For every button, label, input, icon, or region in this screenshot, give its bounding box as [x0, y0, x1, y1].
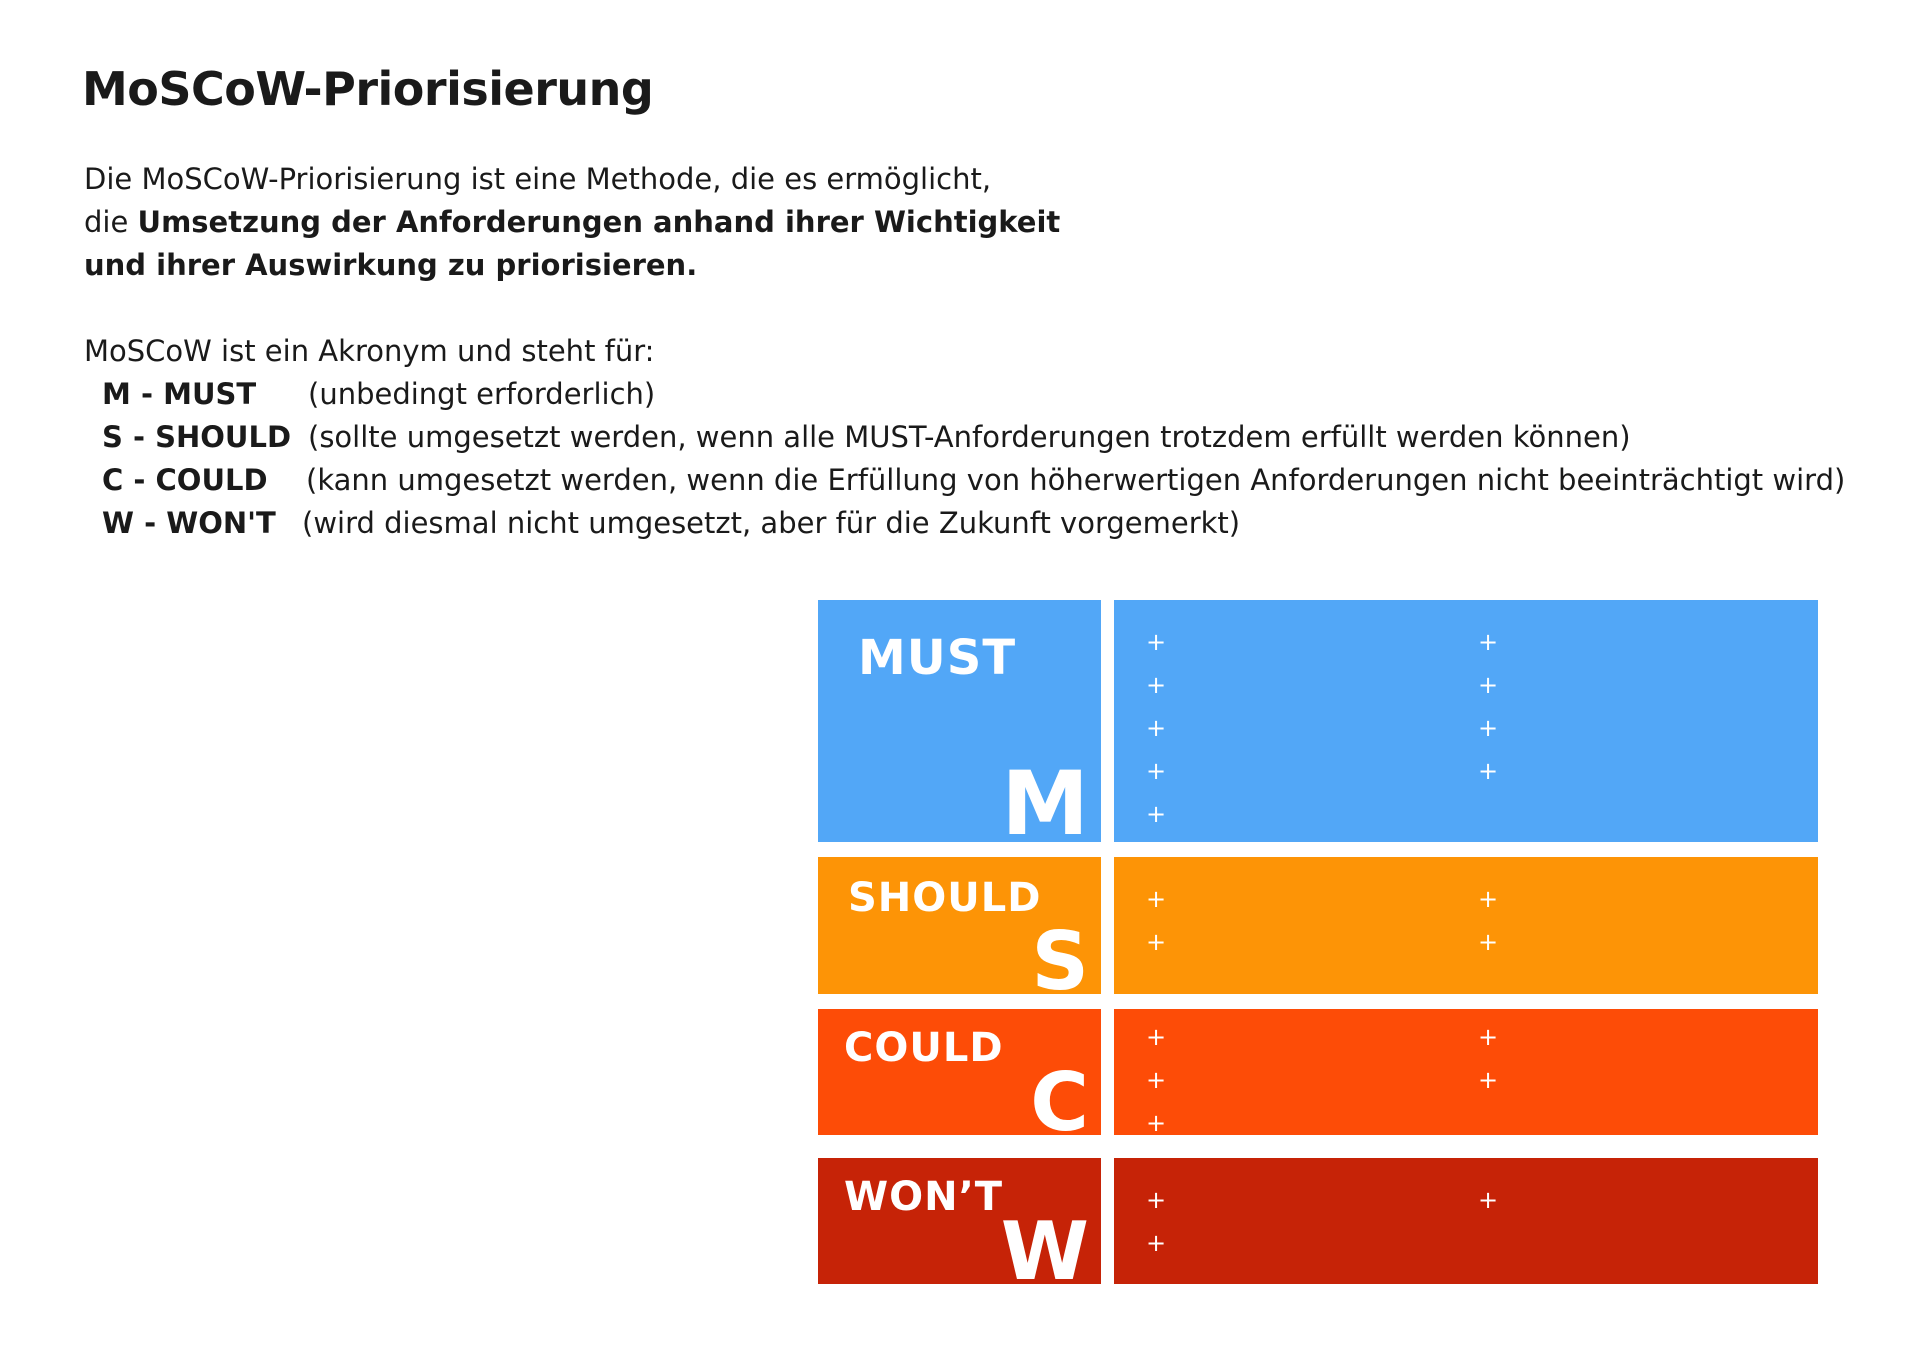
band-content-box — [1114, 857, 1818, 994]
plus-placeholder: + — [1146, 1229, 1167, 1257]
band-letter: S — [1031, 915, 1089, 994]
intro-line-3-bold: und ihrer Auswirkung zu priorisieren. — [84, 248, 698, 282]
intro-paragraph — [84, 158, 1060, 287]
acronym-item-could — [84, 459, 1846, 502]
plus-placeholder: + — [1146, 1109, 1167, 1135]
band-letter: M — [1001, 752, 1089, 842]
band-content-box — [1114, 1158, 1818, 1284]
plus-placeholder: + — [1478, 1066, 1499, 1094]
plus-placeholder: + — [1478, 885, 1499, 913]
band-letter: C — [1030, 1056, 1089, 1135]
intro-line-2-prefix: die — [84, 205, 138, 239]
acronym-list — [84, 330, 1846, 545]
acronym-item-must — [84, 373, 654, 416]
plus-placeholder: + — [1478, 714, 1499, 742]
acronym-description: (wird diesmal nicht umgesetzt, aber für die Zukunft vorgemerkt) — [302, 506, 1241, 540]
acronym-intro: MoSCoW ist ein Akronym und steht für: — [84, 334, 655, 368]
band-label-box — [818, 600, 1101, 842]
band-content-box — [1114, 1009, 1818, 1135]
acronym-code: M - MUST — [102, 377, 257, 411]
plus-placeholder: + — [1478, 628, 1499, 656]
band-content-box — [1114, 600, 1818, 842]
acronym-code: W - WON'T — [102, 506, 276, 540]
band-word: WON’T — [844, 1174, 1004, 1220]
acronym-code: C - COULD — [102, 463, 268, 497]
band-letter: W — [1000, 1205, 1089, 1284]
plus-placeholder: + — [1146, 757, 1167, 785]
intro-line-3 — [84, 244, 1060, 287]
plus-placeholder: + — [1146, 1066, 1167, 1094]
plus-placeholder: + — [1146, 800, 1167, 828]
page-title: MoSCoW-Priorisierung — [82, 62, 654, 116]
band-label-box — [818, 1158, 1101, 1284]
band-word: MUST — [858, 630, 1017, 686]
band-label-box — [818, 1009, 1101, 1135]
plus-placeholder: + — [1478, 757, 1499, 785]
band-word: COULD — [844, 1025, 1004, 1071]
band-word: SHOULD — [848, 875, 1042, 921]
plus-placeholder: + — [1146, 885, 1167, 913]
plus-placeholder: + — [1146, 928, 1167, 956]
plus-placeholder: + — [1146, 671, 1167, 699]
plus-placeholder: + — [1478, 1186, 1499, 1214]
acronym-description: (kann umgesetzt werden, wenn die Erfüllung von höherwertigen Anforderungen nicht beeinträchtigt wird) — [306, 463, 1846, 497]
plus-placeholder: + — [1478, 928, 1499, 956]
acronym-item-wont — [84, 502, 1241, 545]
intro-line-1: Die MoSCoW-Priorisierung ist eine Methode, die es ermöglicht, — [84, 162, 992, 196]
acronym-description: (unbedingt erforderlich) — [308, 377, 656, 411]
plus-placeholder: + — [1478, 1023, 1499, 1051]
acronym-code: S - SHOULD — [102, 420, 292, 454]
plus-placeholder: + — [1146, 1186, 1167, 1214]
plus-placeholder: + — [1146, 714, 1167, 742]
intro-line-2-bold: Umsetzung der Anforderungen anhand ihrer Wichtigkeit — [137, 205, 1061, 239]
plus-placeholder: + — [1146, 1023, 1167, 1051]
acronym-description: (sollte umgesetzt werden, wenn alle MUST-Anforderungen trotzdem erfüllt werden können) — [308, 420, 1631, 454]
plus-placeholder: + — [1478, 671, 1499, 699]
acronym-item-should — [84, 416, 1631, 459]
band-label-box — [818, 857, 1101, 994]
intro-line-2 — [84, 201, 1060, 244]
plus-placeholder: + — [1146, 628, 1167, 656]
